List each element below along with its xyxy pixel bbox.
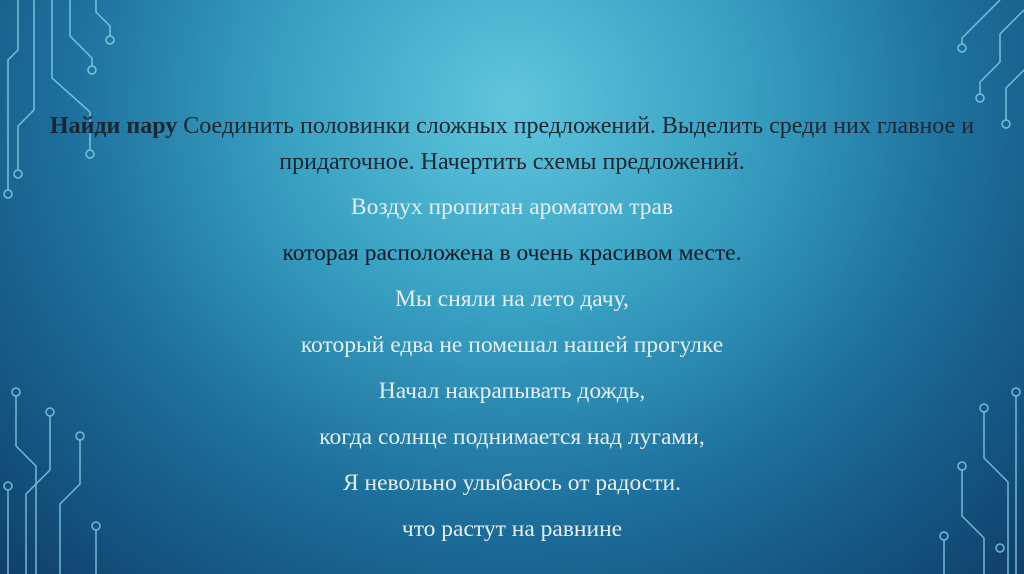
sentence-line-5: Начал накрапывать дождь,: [378, 378, 646, 404]
sentence-line-3: Мы сняли на лето дачу,: [395, 286, 629, 312]
task-title: Найди пару: [49, 113, 178, 139]
sentence-line-7: Я невольно улыбаюсь от радости.: [343, 470, 681, 496]
sentence-line-1: Воздух пропитан ароматом трав: [350, 194, 674, 220]
sentence-line-2: которая расположена в очень красивом месте.: [282, 240, 742, 266]
task-text: Соединить половинки сложных предложений. Выделить среди них главное и придаточное. Начертить схемы предложений.: [177, 113, 975, 175]
sentence-line-4: который едва не помешал нашей прогулке: [300, 332, 724, 358]
slide-content: [40, 108, 984, 552]
task-instruction: [40, 108, 984, 180]
sentence-line-6: когда солнце поднимается над лугами,: [319, 424, 705, 450]
sentence-halves-list: [40, 184, 984, 552]
sentence-line-8: что растут на равнине: [401, 516, 623, 542]
